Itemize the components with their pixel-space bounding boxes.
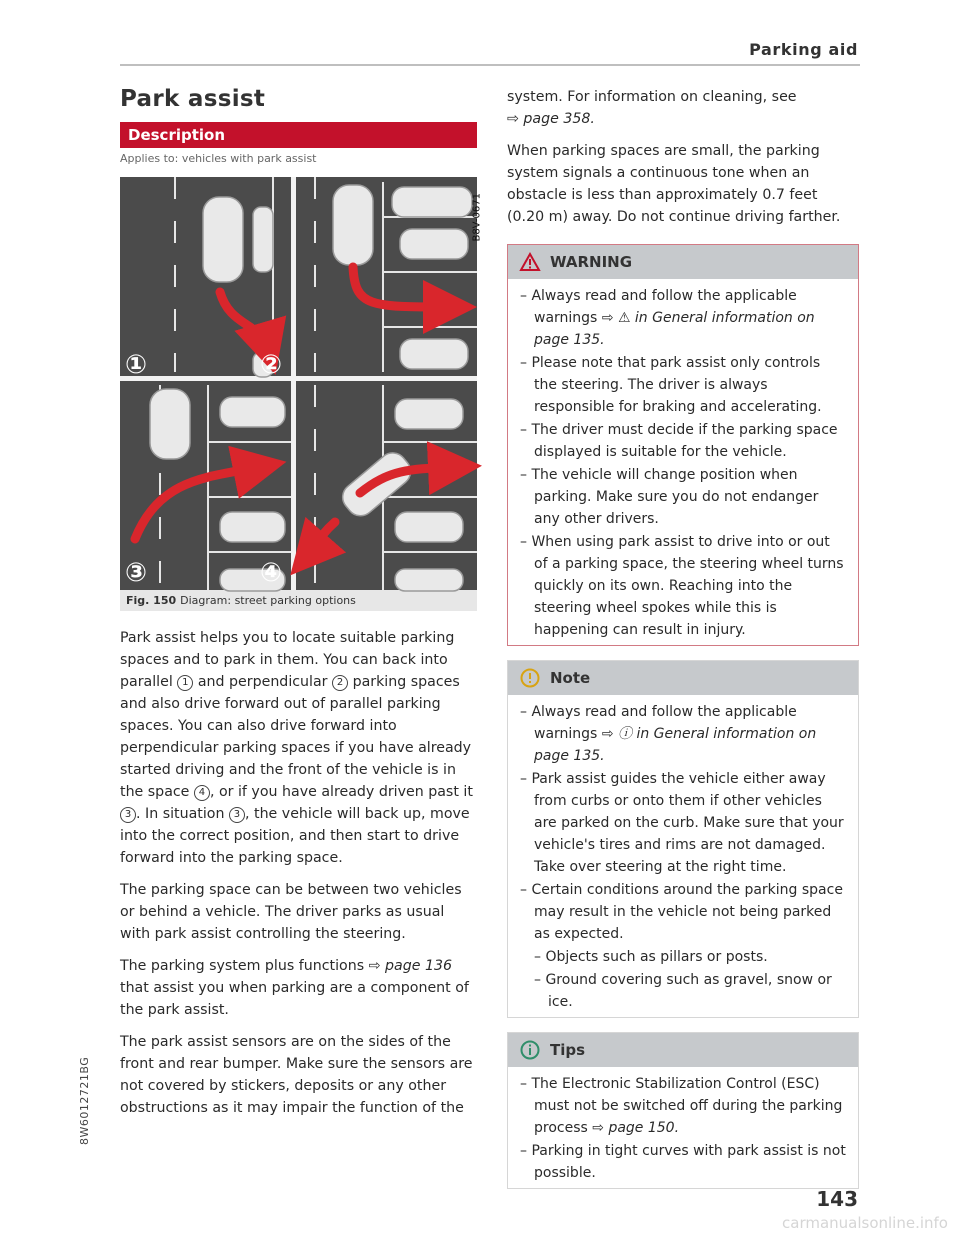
parking-diagram — [120, 177, 483, 590]
side-code: 8W6012721BG — [78, 1056, 91, 1145]
info-icon — [520, 1040, 540, 1060]
circle-1: 1 — [177, 675, 193, 691]
note-header — [508, 661, 858, 695]
car-icon — [395, 512, 463, 542]
tips-item: – Parking in tight curves with park assist is not possible. — [520, 1143, 846, 1181]
note-item: – Always read and follow the applicable warnings ⇨ ⓘ in General information on page 135. — [520, 704, 817, 764]
note-subitem: – Ground covering such as gravel, snow or ice. — [534, 972, 832, 1010]
warning-item: – The driver must decide if the parking space displayed is suitable for the vehicle. — [520, 422, 838, 460]
circle-3b: 3 — [229, 807, 245, 823]
car-icon — [220, 512, 285, 542]
car-icon — [392, 187, 472, 217]
note-item: – Park assist guides the vehicle either away from curbs or onto them if other vehicles are parked on the curb. Make sure that your vehicle's tires and rims are not damaged. Take over steering at the right time. — [520, 771, 844, 875]
car-icon — [253, 207, 273, 272]
note-icon — [520, 668, 540, 688]
page-136-link[interactable]: ⇨ page 136 — [368, 958, 453, 974]
figure-label: Fig. 150 — [126, 594, 177, 607]
description-bar: Description — [120, 122, 477, 148]
warning-box — [507, 244, 859, 646]
page-358-link[interactable]: ⇨ page 358. — [507, 111, 595, 127]
car-icon — [395, 569, 463, 591]
divider-horizontal — [120, 376, 477, 381]
divider-vertical — [291, 177, 296, 590]
warning-link[interactable]: ⇨ ⚠ in General information on page 135. — [534, 310, 815, 348]
circle-4: 4 — [194, 785, 210, 801]
paragraph-intro: Park assist helps you to locate suitable parking spaces and to park in them. You can back into parallel 1 and perpendicular 2 parking spaces and also drive forward out of parallel parking spaces. You can also drive forward into perpendicular parking spaces if you have already started driving and the front of the vehicle is in the space 4 , or if you have already driven past it 3 . In situation 3 , the vehicle will back up, move into the correct position, and then start to drive forward into the parking space. — [120, 630, 473, 866]
car-icon — [400, 229, 468, 259]
tips-title: Tips — [550, 1041, 586, 1059]
car-icon — [220, 397, 285, 427]
paragraph-functions: The parking system plus functions ⇨ page 136 that assist you when parking are a component of the park assist. — [120, 958, 469, 1018]
note-subitem: – Objects such as pillars or posts. — [534, 949, 768, 965]
circle-2: 2 — [332, 675, 348, 691]
note-item: – Certain conditions around the parking space may result in the vehicle not being parked as expected. — [520, 882, 843, 942]
marker-4: ④ — [260, 558, 283, 588]
tips-link[interactable]: ⇨ page 150. — [592, 1120, 680, 1136]
note-box — [507, 660, 859, 1018]
warning-item: – Please note that park assist only controls the steering. The driver is always responsible for braking and accelerating. — [520, 355, 822, 415]
warning-item: – The vehicle will change position when parking. Make sure you do not endanger any other drivers. — [520, 467, 819, 527]
parking-diagram-svg — [120, 177, 477, 590]
tips-header — [508, 1033, 858, 1067]
figure-id: B8V-0671 — [472, 193, 483, 242]
marker-2: ② — [260, 350, 283, 380]
marker-3: ③ — [125, 558, 148, 588]
watermark: carmanualsonline.info — [782, 1214, 948, 1232]
warning-title: WARNING — [550, 253, 633, 271]
page-number: 143 — [816, 1187, 858, 1211]
tips-box — [507, 1032, 859, 1189]
right-column — [507, 86, 859, 1203]
circle-3: 3 — [120, 807, 136, 823]
car-icon — [203, 197, 243, 282]
tips-item: – The Electronic Stabilization Control (ESC) must not be switched off during the parking process ⇨ page 150. — [520, 1076, 843, 1136]
marker-1: ① — [125, 350, 148, 380]
header-rule — [120, 64, 860, 66]
car-icon — [395, 399, 463, 429]
car-icon — [333, 185, 373, 265]
page-title: Park assist — [120, 86, 266, 112]
paragraph-cleaning: system. For information on cleaning, see ⇨ page 358. — [507, 89, 797, 127]
left-column — [120, 86, 483, 1129]
warning-item: – Always read and follow the applicable warnings ⇨ ⚠ in General information on page 135. — [520, 288, 815, 348]
note-link[interactable]: ⇨ ⓘ in General information on page 135. — [534, 726, 817, 764]
warning-item: – When using park assist to drive into or out of a parking space, the steering wheel turns quickly on its own. Reaching into the steering wheel spokes while this is happening can result in injury. — [520, 534, 844, 638]
figure-caption — [120, 590, 477, 611]
figure-caption-text: Diagram: street parking options — [180, 594, 356, 607]
section-title: Parking aid — [749, 40, 858, 59]
note-title: Note — [550, 669, 591, 687]
paragraph-sensors: The park assist sensors are on the sides of the front and rear bumper. Make sure the sensors are not covered by stickers, deposits or any other obstructions as it may impair the function of the — [120, 1034, 473, 1116]
paragraph-space: The parking space can be between two vehicles or behind a vehicle. The driver parks as usual with park assist controlling the steering. — [120, 882, 462, 942]
car-icon — [150, 389, 190, 459]
applies-to: Applies to: vehicles with park assist — [120, 152, 317, 165]
car-icon — [400, 339, 468, 369]
paragraph-tone: When parking spaces are small, the parking system signals a continuous tone when an obstacle is less than approximately 0.7 feet (0.20 m) away. Do not continue driving farther. — [507, 143, 841, 225]
warning-header — [508, 245, 858, 279]
warning-triangle-icon — [520, 253, 540, 271]
